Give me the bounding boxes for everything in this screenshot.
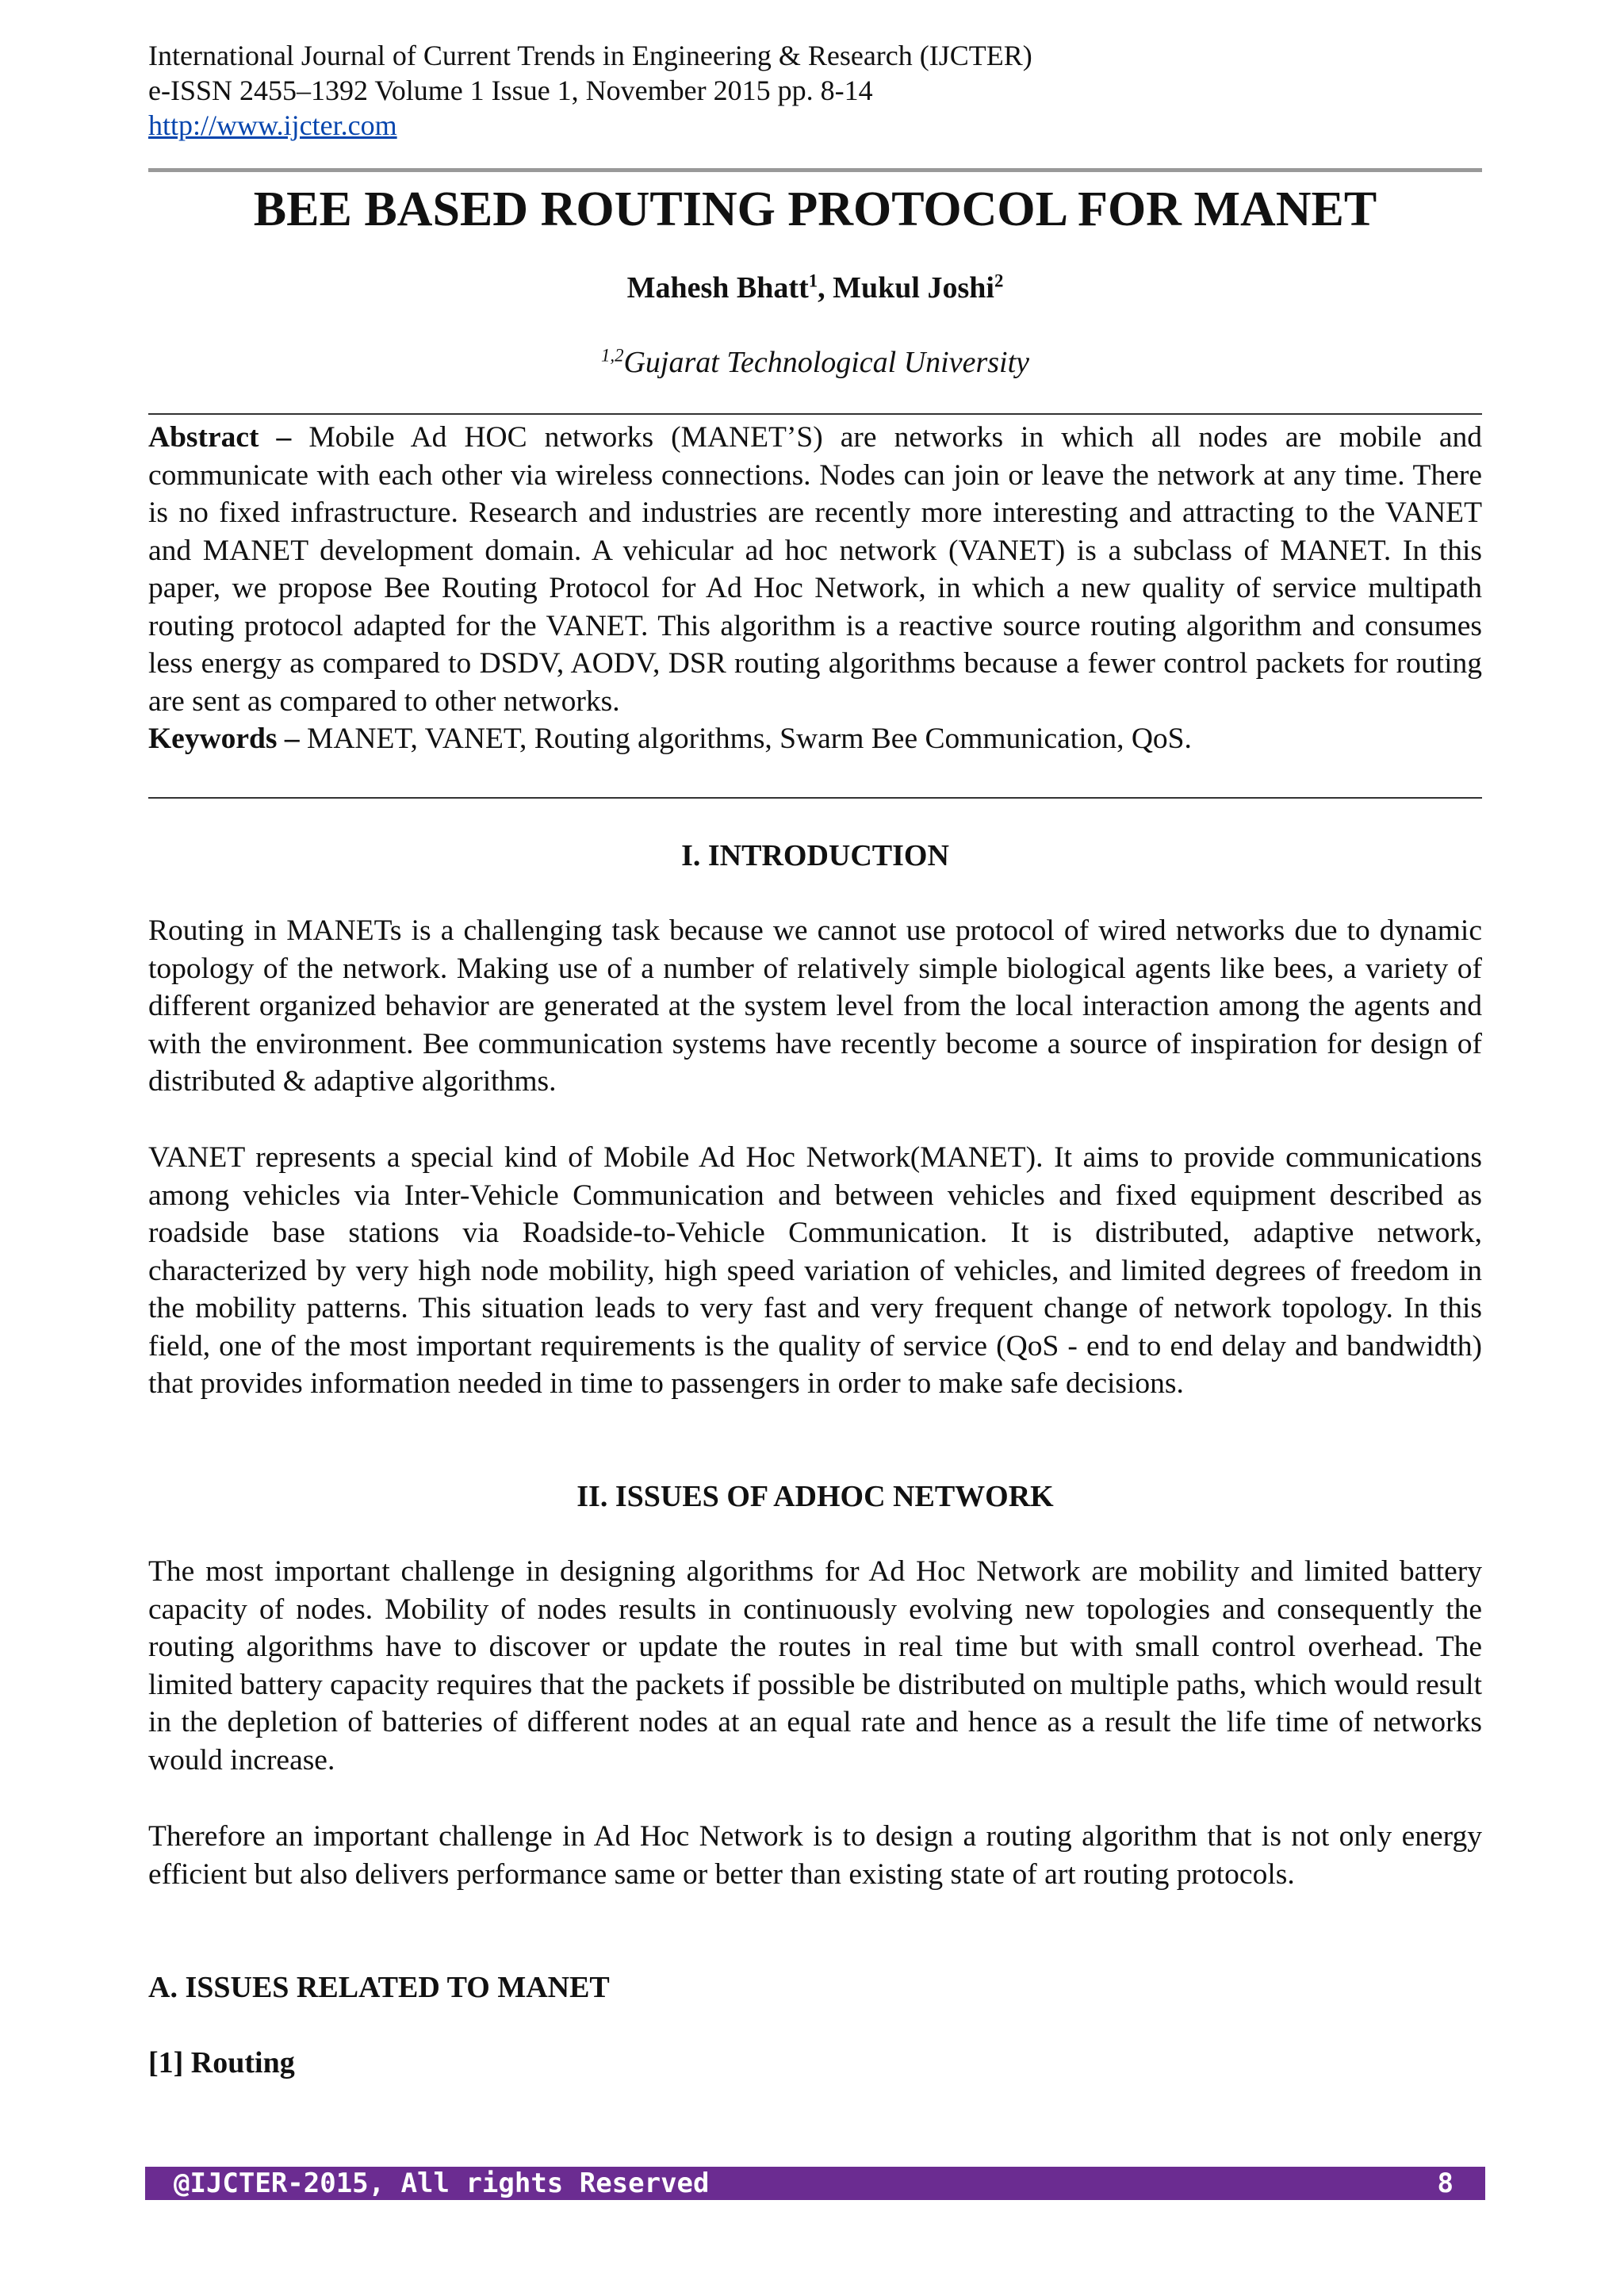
author-1: Mahesh Bhatt: [626, 271, 809, 305]
issues-paragraph-2: [148, 1818, 1482, 1893]
subsection-heading-a: A. ISSUES RELATED TO MANET: [148, 1971, 610, 2004]
keywords-paragraph: [148, 720, 1482, 758]
page: [148, 0, 1482, 2296]
abstract-block: [148, 419, 1482, 758]
footer-bar: [145, 2167, 1485, 2200]
intro-paragraph-1: [148, 912, 1482, 1101]
keywords-label: Keywords –: [148, 723, 300, 755]
author-separator: ,: [818, 271, 833, 305]
intro-p2-text: VANET represents a special kind of Mobile Ad Hoc Network(MANET). It aims to provide communications among vehicles via Inter-Vehicle Communication and between vehicles and fixed equipment described as roadside base stations via Roadside-to-Vehicle Communication. It is distributed, adaptive network, characterized by very high node mobility, high speed variation of vehicles, and limited degrees of freedom in the mobility patterns. This situation leads to very fast and very frequent change of network topology. In this field, one of the most important requirements is the quality of service (QoS - end to end delay and bandwidth) that provides information needed in time to passengers in order to make safe decisions.: [148, 1141, 1482, 1400]
page-number: 8: [1437, 2168, 1454, 2199]
abstract-text: Mobile Ad HOC networks (MANET’S) are networks in which all nodes are mobile and communicate with each other via wireless connections. Nodes can join or leave the network at any time. There is no fixed infrastructure. Research and industries are recently more interesting and attracting to the VANET and MANET development domain. A vehicular ad hoc network (VANET) is a subclass of MANET. In this paper, we propose Bee Routing Protocol for Ad Hoc Network, in which a new quality of service multipath routing protocol adapted for the VANET. This algorithm is a reactive source routing algorithm and consumes less energy as compared to DSDV, AODV, DSR routing algorithms because a fewer control packets for routing are sent as compared to other networks.: [148, 421, 1482, 718]
affiliation-name: Gujarat Technological University: [623, 346, 1030, 379]
abstract-bottom-rule: [148, 797, 1482, 799]
issues-p1-text: The most important challenge in designing algorithms for Ad Hoc Network are mobility and limited battery capacity of nodes. Mobility of nodes results in continuously evolving new topologies and consequently the routing algorithms have to discover or update the routes in real time but with small control overhead. The limited battery capacity requires that the packets if possible be distributed on multiple paths, which would result in the depletion of batteries of different nodes at an equal rate and hence as a result the life time of networks would increase.: [148, 1555, 1482, 1777]
journal-url-link[interactable]: http://www.ijcter.com: [148, 109, 397, 141]
abstract-label: Abstract –: [148, 421, 292, 454]
keywords-text: MANET, VANET, Routing algorithms, Swarm Bee Communication, QoS.: [307, 723, 1192, 755]
journal-issn: e-ISSN 2455–1392 Volume 1 Issue 1, November 2015 pp. 8-14: [148, 75, 873, 106]
section-heading-introduction: I. INTRODUCTION: [681, 839, 949, 872]
author-2-sup: 2: [994, 270, 1004, 291]
affiliation-sup: 1,2: [600, 345, 624, 366]
footer-copyright: @IJCTER-2015, All rights Reserved: [174, 2168, 710, 2199]
section-heading-issues: II. ISSUES OF ADHOC NETWORK: [576, 1480, 1054, 1513]
subsection-heading-routing: [1] Routing: [148, 2046, 295, 2079]
journal-name: International Journal of Current Trends in Engineering & Research (IJCTER): [148, 40, 1032, 71]
issues-p2-text: Therefore an important challenge in Ad Hoc Network is to design a routing algorithm that is not only energy efficient but also delivers performance same or better than existing state of art routing protocols.: [148, 1820, 1482, 1891]
intro-paragraph-2: [148, 1139, 1482, 1403]
header-divider: [148, 168, 1482, 172]
journal-header: [148, 38, 1032, 143]
abstract-top-rule: [148, 413, 1482, 415]
issues-paragraph-1: [148, 1553, 1482, 1779]
affiliation: [148, 344, 1482, 381]
paper-title: BEE BASED ROUTING PROTOCOL FOR MANET: [253, 182, 1377, 236]
abstract-paragraph: [148, 419, 1482, 720]
author-1-sup: 1: [808, 270, 818, 291]
intro-p1-text: Routing in MANETs is a challenging task because we cannot use protocol of wired networks due to dynamic topology of the network. Making use of a number of relatively simple biological agents like bees, a variety of different organized behavior are generated at the system level from the local interaction among the agents and with the environment. Bee communication systems have recently become a source of inspiration for design of distributed & adaptive algorithms.: [148, 914, 1482, 1098]
authors: [148, 270, 1482, 306]
author-2: Mukul Joshi: [833, 271, 994, 305]
